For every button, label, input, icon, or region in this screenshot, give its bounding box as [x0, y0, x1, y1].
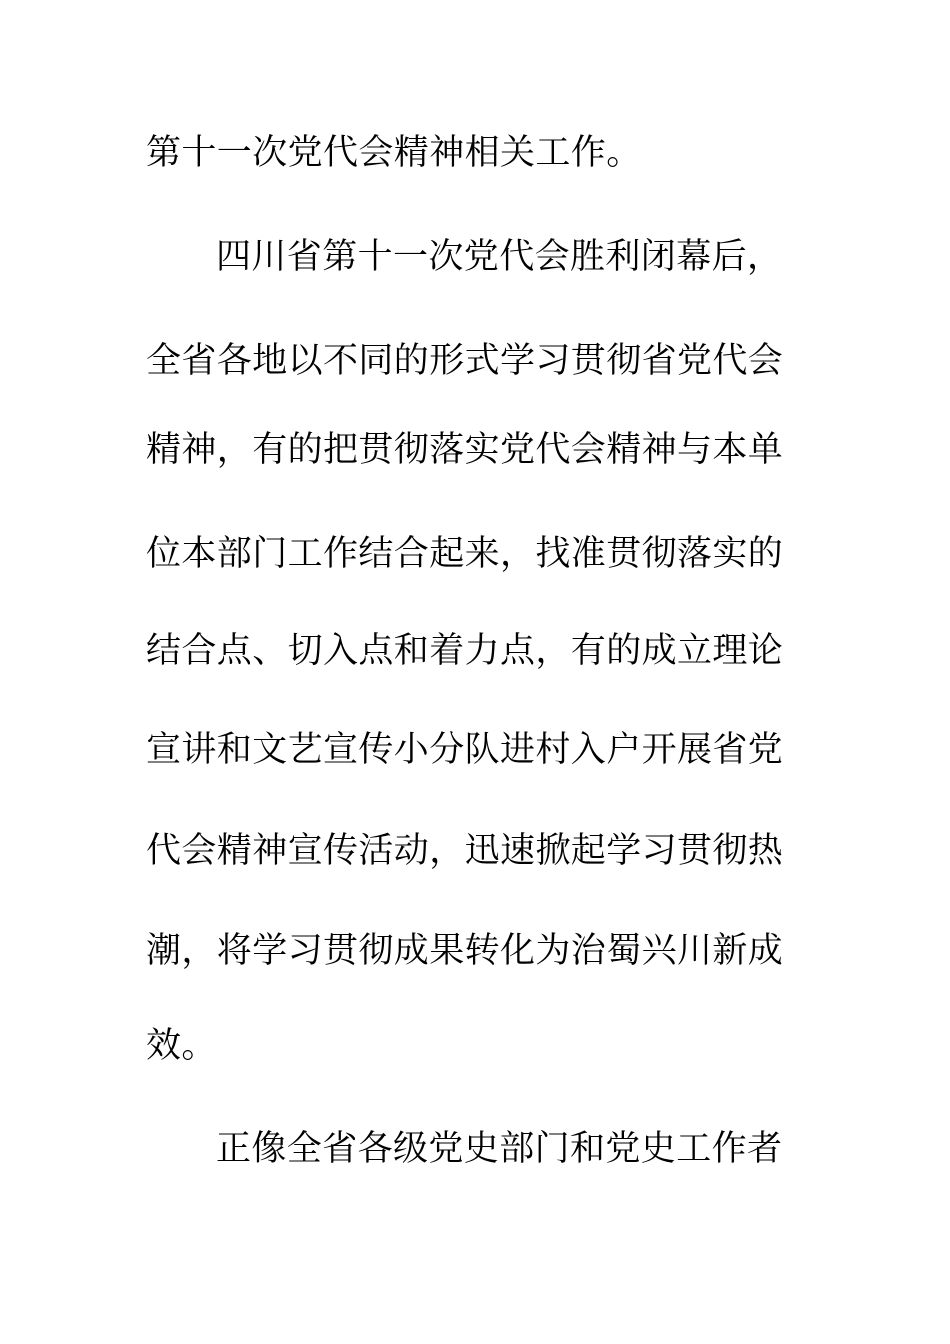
text-line: 代会精神宣传活动，迅速掀起学习贯彻热 — [146, 831, 784, 871]
text-line: 第十一次党代会精神相关工作。 — [146, 133, 642, 173]
text-line: 潮，将学习贯彻成果转化为治蜀兴川新成 — [146, 931, 784, 971]
paragraph-start-line: 四川省第十一次党代会胜利闭幕后， — [216, 237, 783, 277]
paragraph-start-line: 正像全省各级党史部门和党史工作者 — [216, 1129, 783, 1169]
text-line: 效。 — [146, 1026, 217, 1066]
text-line: 结合点、切入点和着力点，有的成立理论 — [146, 631, 784, 671]
text-line: 位本部门工作结合起来，找准贯彻落实的 — [146, 534, 784, 574]
text-line: 宣讲和文艺宣传小分队进村入户开展省党 — [146, 730, 784, 770]
text-line: 精神，有的把贯彻落实党代会精神与本单 — [146, 430, 784, 470]
text-line: 全省各地以不同的形式学习贯彻省党代会 — [146, 341, 784, 381]
